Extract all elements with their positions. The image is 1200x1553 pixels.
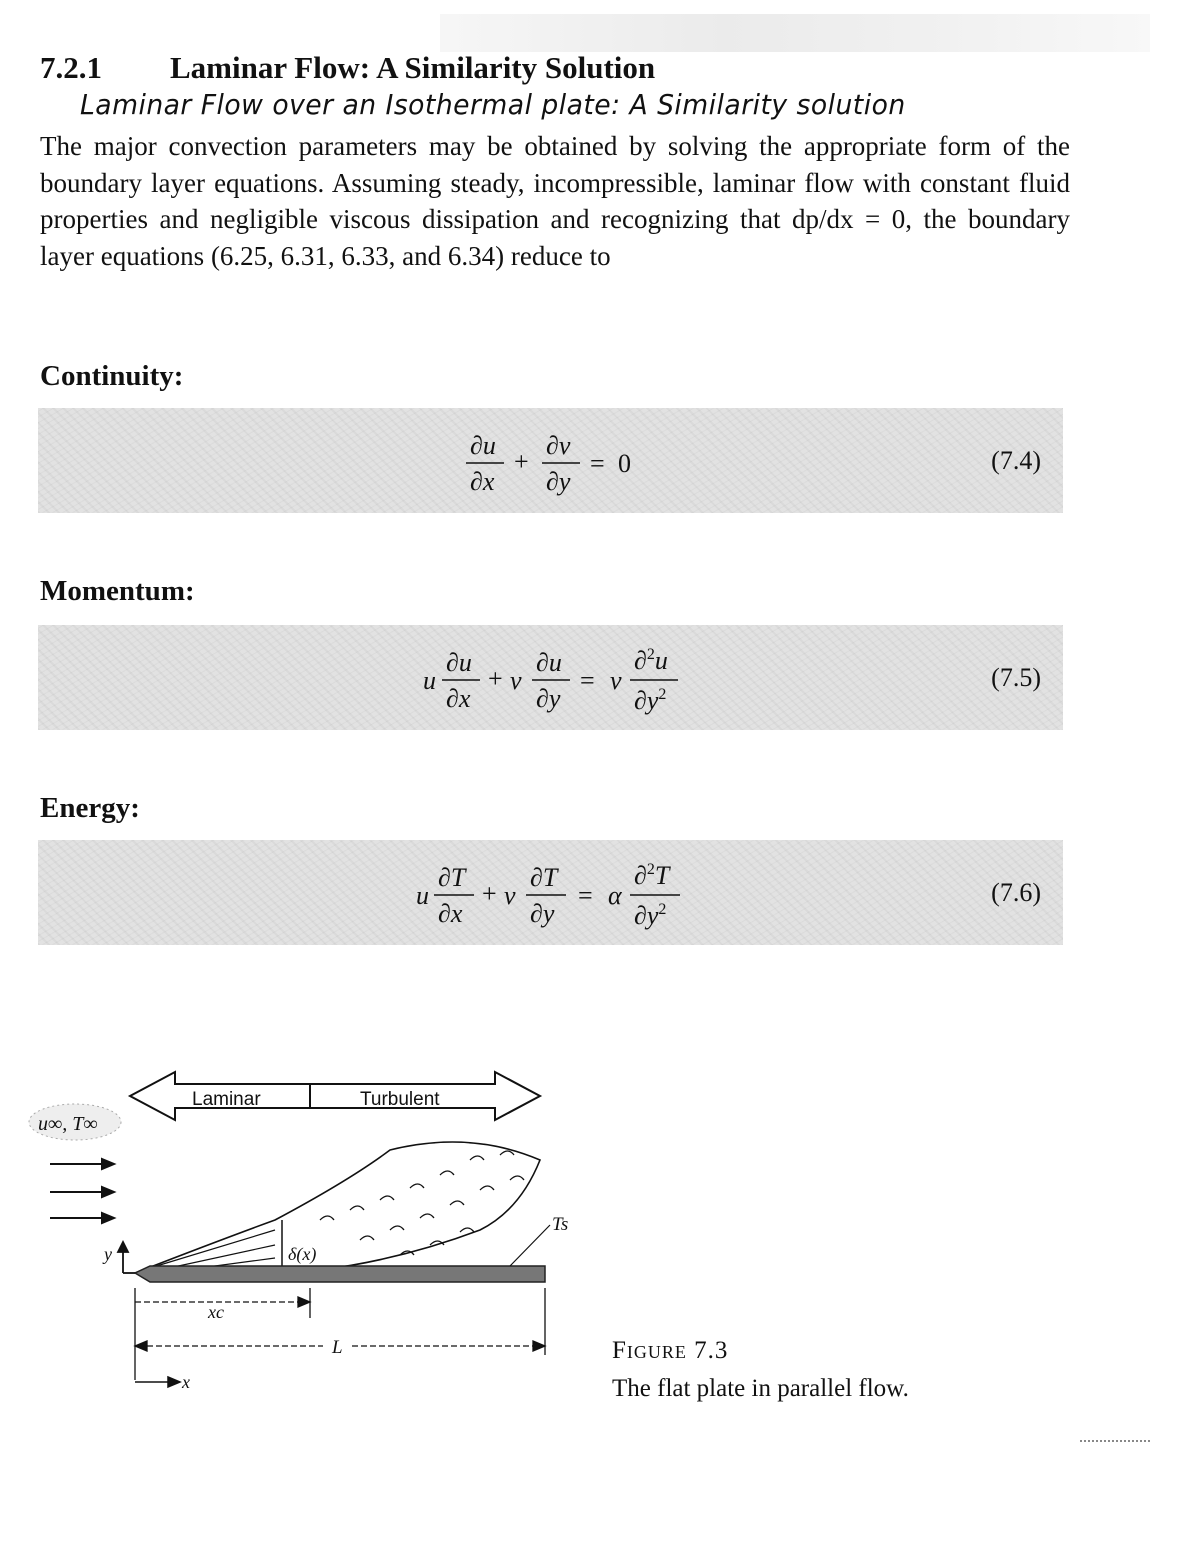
handwritten-annotation: Laminar Flow over an Isothermal plate: A Similarity solution <box>80 88 906 121</box>
flat-plate-diagram <box>20 1060 580 1400</box>
svg-text:∂y: ∂y <box>536 684 561 713</box>
svg-text:∂v: ∂v <box>546 431 571 460</box>
continuity-label: Continuity: <box>40 360 184 392</box>
svg-text:u: u <box>416 881 429 910</box>
xc-label: xc <box>208 1302 224 1322</box>
svg-text:=: = <box>580 666 595 695</box>
l-label: L <box>332 1337 343 1358</box>
equation-number: (7.5) <box>991 663 1041 692</box>
figure-number: Figure 7.3 <box>612 1337 729 1364</box>
momentum-equation <box>38 625 1063 730</box>
body-paragraph <box>40 128 1070 274</box>
section-number: 7.2.1 <box>40 50 102 85</box>
laminar-region-label: Laminar <box>192 1089 261 1110</box>
surface-temp-label: Ts <box>552 1214 569 1235</box>
svg-text:∂y: ∂y <box>546 467 571 496</box>
flat-plate <box>135 1266 545 1282</box>
continuity-equation <box>38 408 1063 513</box>
flat-plate-figure <box>20 1060 580 1405</box>
svg-text:∂y: ∂y <box>530 899 555 928</box>
svg-text:0: 0 <box>618 449 631 478</box>
svg-text:∂x: ∂x <box>446 684 471 713</box>
paragraph-text: The major convection parameters may be obtained by solving the appropriate form of the boundary layer equations. Assuming steady, incompressible, laminar flow with constant fluid properties and negligible viscous dissipation and recognizing that dp/dx = 0, the boundary layer equations (6.25, 6.31, 6.33, and 6.34) reduce to <box>40 131 1070 271</box>
energy-equation-band <box>38 840 1063 945</box>
svg-text:v: v <box>510 666 522 695</box>
svg-text:+: + <box>482 879 497 908</box>
turbulent-region-label: Turbulent <box>360 1089 440 1110</box>
section-heading <box>40 50 655 86</box>
momentum-label: Momentum: <box>40 575 195 607</box>
svg-text:∂x: ∂x <box>470 467 495 496</box>
freestream-arrows <box>50 1159 114 1223</box>
svg-text:v: v <box>504 881 516 910</box>
svg-text:+: + <box>514 447 529 476</box>
equation-number: (7.6) <box>991 878 1041 907</box>
svg-text:∂y2: $\partial y^2$ <box>634 686 667 715</box>
figure-caption <box>612 1332 909 1408</box>
svg-text:∂2u: ∂$^2$u <box>634 646 668 675</box>
equation-number: (7.4) <box>991 446 1041 475</box>
x-axis-label: x <box>182 1372 190 1392</box>
figure-caption-text: The flat plate in parallel flow. <box>612 1375 909 1402</box>
svg-text:+: + <box>488 664 503 693</box>
bl-thickness-label: δ(x) <box>288 1244 317 1264</box>
svg-text:∂u: ∂u <box>446 648 472 677</box>
y-axis <box>118 1242 135 1273</box>
energy-label: Energy: <box>40 792 140 824</box>
freestream-label: u∞, T∞ <box>38 1113 98 1135</box>
section-title: Laminar Flow: A Similarity Solution <box>170 50 656 85</box>
continuity-equation-band <box>38 408 1063 513</box>
svg-text:∂2T: ∂$^2$T <box>634 861 670 890</box>
svg-text:∂T: ∂T <box>438 863 466 892</box>
svg-text:∂x: ∂x <box>438 899 463 928</box>
x-axis <box>135 1377 180 1387</box>
svg-text:∂u: ∂u <box>470 431 496 460</box>
svg-text:∂T: ∂T <box>530 863 558 892</box>
svg-text:∂y2: $\partial y^2$ <box>634 901 667 930</box>
svg-text:α: α <box>608 881 622 910</box>
svg-text:ν: ν <box>610 666 622 695</box>
scan-artifact-line <box>1080 1440 1150 1442</box>
y-axis-label: y <box>104 1244 112 1264</box>
scan-shading <box>440 14 1150 52</box>
svg-text:∂u: ∂u <box>536 648 562 677</box>
energy-equation <box>38 840 1063 945</box>
boundary-layer-outline <box>135 1142 540 1273</box>
svg-text:=: = <box>590 449 605 478</box>
ts-leader <box>510 1225 550 1266</box>
svg-text:=: = <box>578 881 593 910</box>
momentum-equation-band <box>38 625 1063 730</box>
svg-text:u: u <box>423 666 436 695</box>
